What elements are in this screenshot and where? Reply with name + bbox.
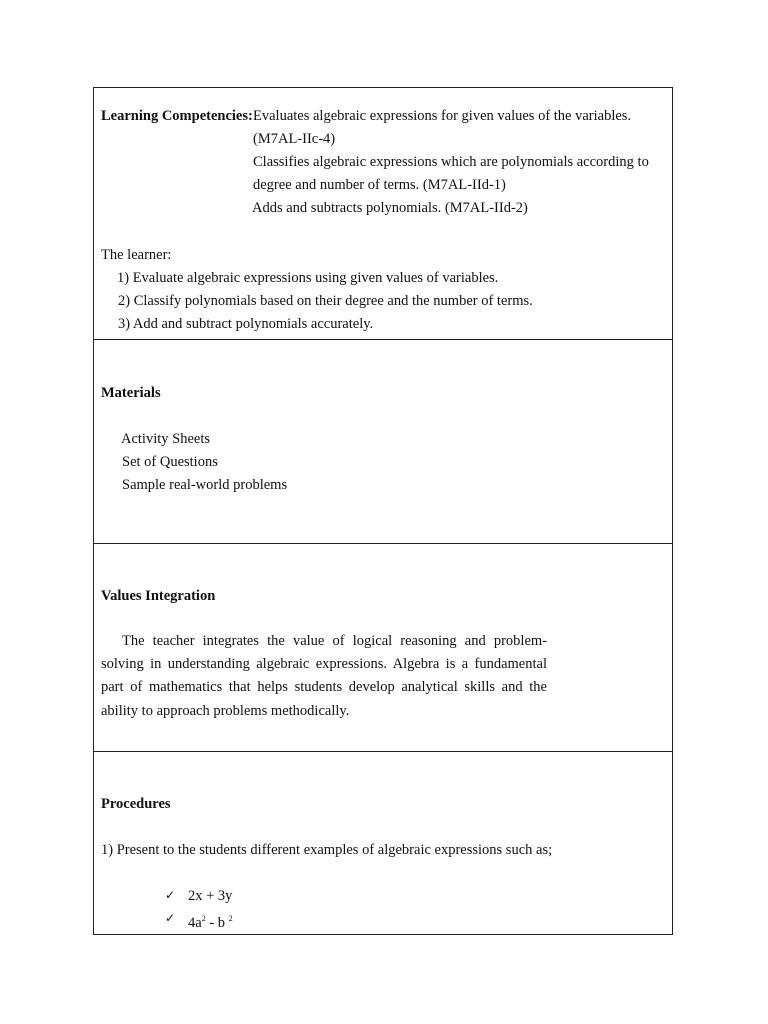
competencies-label: Learning Competencies: [101, 108, 253, 124]
material-item: Sample real-world problems [122, 477, 288, 493]
checkmark-icon: ✓ [165, 888, 176, 902]
objective-item: 1) Evaluate algebraic expressions using given values of variables. [117, 270, 499, 286]
example-expression: $4a^2$ - b $^2$ [188, 914, 233, 931]
material-item: Set of Questions [122, 454, 218, 470]
materials-heading: Materials [101, 385, 161, 401]
competency-line: (M7AL-IIc-4) [253, 131, 336, 147]
procedure-step: 1) Present to the students different examples of algebraic expressions such as; [101, 842, 553, 858]
competencies-section [94, 88, 672, 340]
lesson-plan-table [93, 87, 673, 935]
objective-item: 3) Add and subtract polynomials accurately. [118, 316, 374, 332]
procedures-heading: Procedures [101, 796, 171, 812]
values-integration-section [94, 544, 672, 752]
learner-intro: The learner: [101, 247, 172, 263]
procedures-section [94, 752, 672, 936]
values-heading: Values Integration [101, 588, 216, 604]
material-item: Activity Sheets [121, 431, 211, 447]
values-paragraph: The teacher integrates the value of logical reasoning and problem-solving in understanding algebraic expressions. Algebra is a fundamental part of mathematics that helps students develop analytical skills and the ability to approach problems methodically. [101, 633, 547, 719]
objective-item: 2) Classify polynomials based on their degree and the number of terms. [118, 293, 533, 309]
materials-section [94, 340, 672, 544]
example-expression: 2x + 3y [188, 888, 233, 904]
competency-line: Classifies algebraic expressions which are polynomials according to [253, 154, 649, 170]
competency-line: Adds and subtracts polynomials. (M7AL-IId-2) [252, 200, 528, 216]
competency-line: Evaluates algebraic expressions for given values of the variables. [253, 108, 632, 124]
competency-line: degree and number of terms. (M7AL-IId-1) [253, 177, 506, 193]
checkmark-icon: ✓ [165, 911, 176, 925]
